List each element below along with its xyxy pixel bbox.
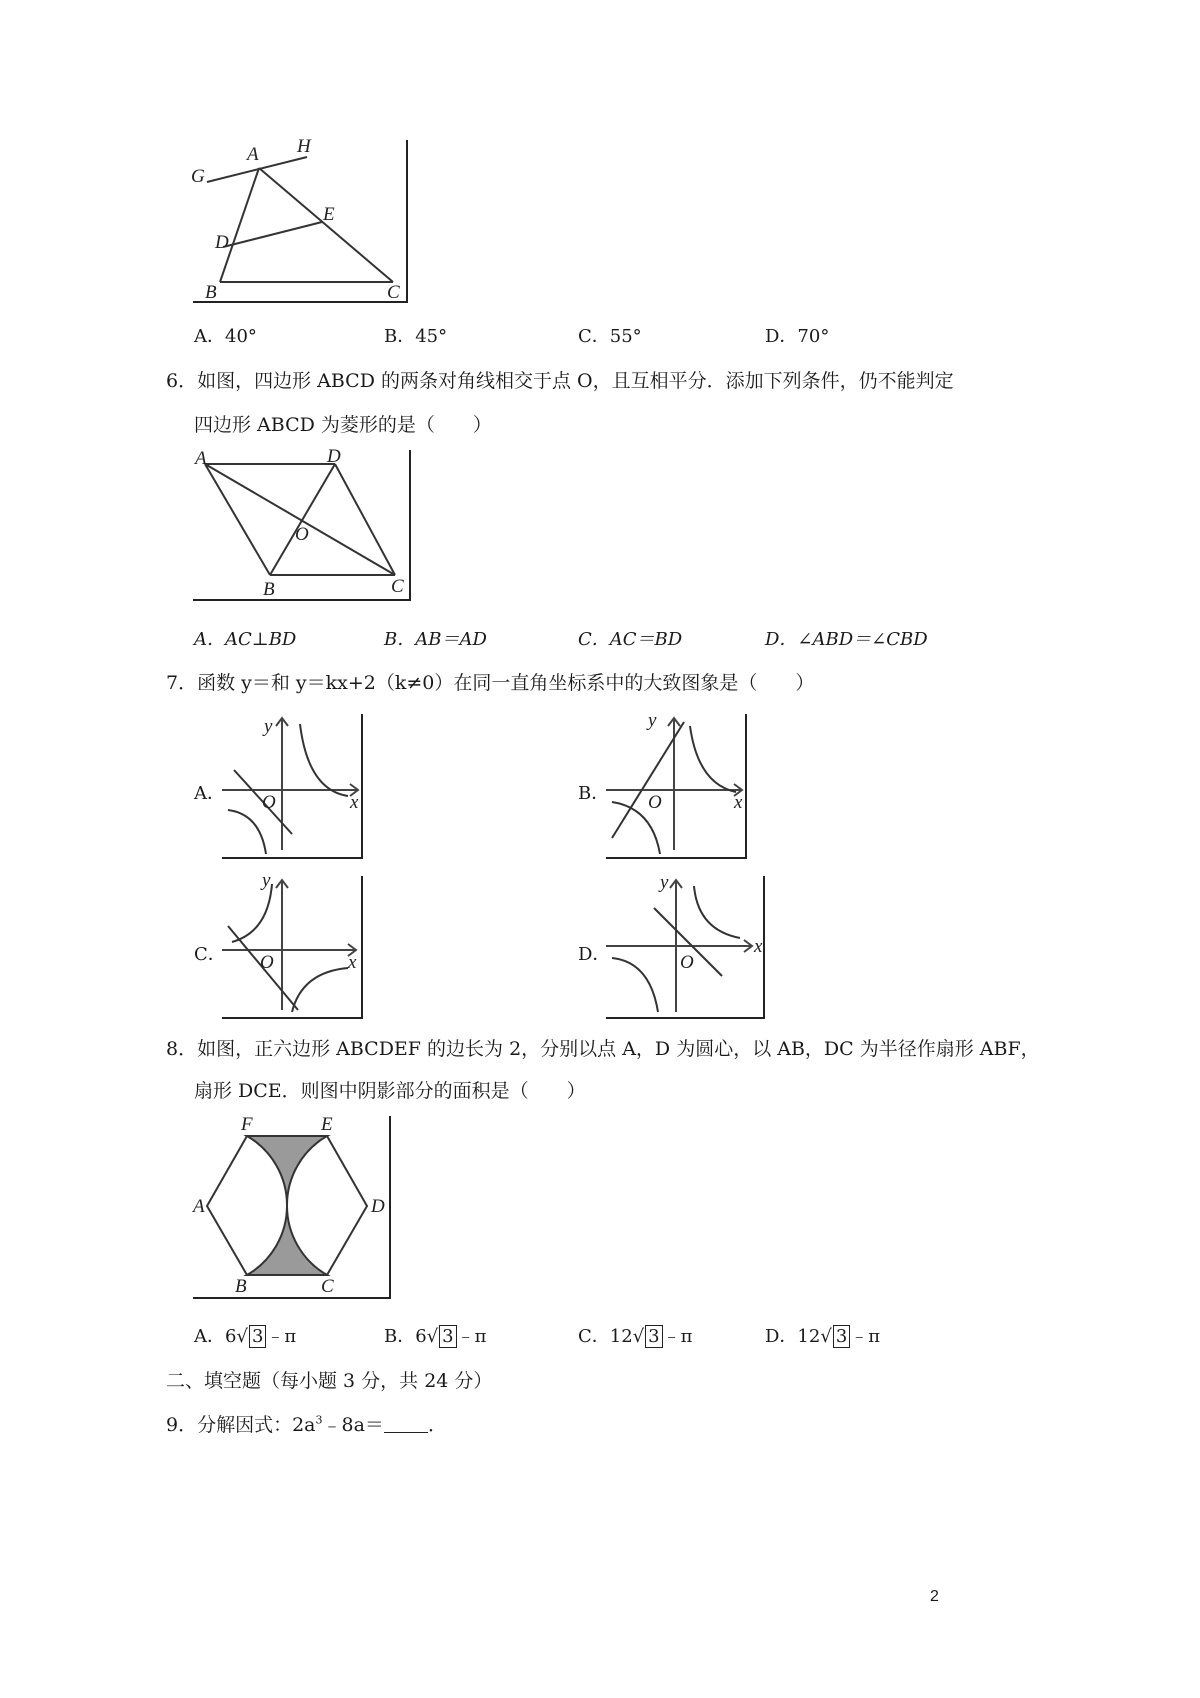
q6-parallelogram-diagram — [185, 440, 425, 610]
page-number: 2 — [930, 1588, 939, 1605]
q7-graph-c-svg — [220, 872, 370, 1022]
q5-label-h: H — [297, 136, 311, 157]
q6-label-a: A — [195, 448, 207, 469]
q8-label-e: E — [321, 1114, 333, 1135]
q8-option-c[interactable] — [578, 1322, 692, 1348]
q7-option-a-letter[interactable]: A． — [194, 783, 225, 804]
q6-label-c: C — [391, 576, 404, 597]
q7-a-y-label: y — [264, 716, 273, 737]
q5-label-d: D — [215, 232, 229, 253]
q7-graph-b[interactable] — [604, 710, 754, 862]
sqrt-icon: √ — [236, 1326, 248, 1347]
q7-c-y-label: y — [262, 872, 271, 891]
q7-b-y-label: y — [648, 710, 657, 731]
q8-option-b-prefix: B．6 — [384, 1326, 427, 1347]
q9-exponent: 3 — [315, 1413, 323, 1427]
q7-c-origin-label: O — [260, 952, 274, 973]
q8-label-c: C — [321, 1276, 334, 1297]
q8-stem-line1: 8．如图，正六边形 ABCDEF 的边长为 2，分别以点 A，D 为圆心，以 AB，DC 为半径作扇形 ABF， — [166, 1038, 1040, 1060]
q6-stem-line2: 四边形 ABCD 为菱形的是（ ） — [194, 414, 492, 436]
q7-d-x-label: x — [754, 936, 763, 957]
q9-stem — [166, 1410, 447, 1437]
q6-option-b[interactable]: B．AB＝AD — [384, 629, 487, 650]
q8-option-a-prefix: A．6 — [194, 1326, 237, 1347]
q7-option-b-letter[interactable]: B． — [578, 783, 610, 804]
q7-graph-a[interactable] — [220, 710, 370, 862]
q7-graph-b-svg — [604, 710, 754, 862]
q7-option-d-letter[interactable]: D． — [578, 944, 611, 965]
sqrt-icon: √ — [426, 1326, 439, 1347]
q8-option-d[interactable] — [765, 1322, 880, 1348]
q6-figure — [185, 440, 425, 610]
q8-option-d-suffix: ﹣π — [850, 1326, 881, 1347]
q6-option-d[interactable]: D．∠ABD＝∠CBD — [765, 629, 928, 650]
q5-label-g: G — [191, 166, 205, 187]
q7-graph-a-svg — [220, 710, 370, 862]
q7-a-x-label: x — [350, 792, 359, 813]
q7-graph-c[interactable] — [220, 872, 370, 1022]
q8-label-a: A — [193, 1196, 205, 1217]
q6-label-o: O — [295, 524, 309, 545]
q8-option-b-suffix: ﹣π — [456, 1326, 487, 1347]
q5-label-c: C — [387, 282, 400, 303]
q7-graph-d-svg — [604, 872, 769, 1022]
q8-option-a-suffix: ﹣π — [266, 1326, 297, 1347]
q8-option-c-prefix: C．12 — [578, 1326, 633, 1347]
q5-figure — [185, 130, 445, 330]
q7-b-x-label: x — [734, 792, 743, 813]
q9-suffix: ﹣8a＝ — [322, 1414, 384, 1436]
q5-label-a: A — [247, 144, 259, 165]
sqrt-icon: √ — [632, 1326, 645, 1347]
q7-option-c-letter[interactable]: C． — [194, 944, 226, 965]
q8-hexagon-diagram — [185, 1110, 395, 1300]
q6-label-d: D — [327, 446, 341, 467]
section-2-heading: 二、填空题（每小题 3 分，共 24 分） — [166, 1370, 493, 1392]
q5-triangle-diagram — [185, 130, 445, 330]
q8-option-c-suffix: ﹣π — [662, 1326, 693, 1347]
q8-option-a[interactable] — [194, 1322, 296, 1348]
q7-graph-d[interactable] — [604, 872, 769, 1022]
q8-option-c-root: 3 — [645, 1325, 662, 1348]
q8-label-b: B — [235, 1276, 247, 1297]
q5-label-e: E — [323, 204, 335, 225]
q6-option-a[interactable]: A．AC⊥BD — [194, 629, 297, 650]
q7-d-y-label: y — [660, 872, 669, 893]
q6-option-c[interactable]: C．AC＝BD — [578, 629, 683, 650]
q5-option-a[interactable]: A．40° — [194, 326, 257, 347]
q6-stem-line1: 6．如图，四边形 ABCD 的两条对角线相交于点 O，且互相平分．添加下列条件，仍不能判定 — [166, 370, 954, 392]
q5-label-b: B — [205, 282, 217, 303]
sqrt-icon: √ — [820, 1326, 832, 1347]
q7-c-x-label: x — [348, 952, 357, 973]
q6-label-b: B — [263, 579, 275, 600]
q7-a-origin-label: O — [262, 792, 276, 813]
q9-answer-blank[interactable] — [384, 1416, 428, 1433]
q8-option-d-prefix: D．12 — [765, 1326, 821, 1347]
q9-prefix: 9．分解因式：2a — [166, 1414, 316, 1436]
q7-d-origin-label: O — [680, 952, 694, 973]
q5-option-c[interactable]: C．55° — [578, 326, 642, 347]
q8-option-d-root: 3 — [833, 1325, 850, 1348]
q8-label-f: F — [241, 1114, 253, 1135]
q8-label-d: D — [371, 1196, 385, 1217]
q8-option-b-root: 3 — [439, 1325, 456, 1348]
q8-option-b[interactable] — [384, 1322, 486, 1348]
q7-b-origin-label: O — [648, 792, 662, 813]
q5-option-b[interactable]: B．45° — [384, 326, 448, 347]
q9-end: ． — [427, 1414, 447, 1436]
q5-option-d[interactable]: D．70° — [765, 326, 830, 347]
q7-stem: 7．函数 y＝和 y＝kx+2（k≠0）在同一直角坐标系中的大致图象是（ ） — [166, 672, 815, 694]
q8-option-a-root: 3 — [249, 1325, 266, 1348]
q8-figure — [185, 1110, 395, 1300]
q8-stem-line2: 扇形 DCE．则图中阴影部分的面积是（ ） — [194, 1080, 586, 1102]
